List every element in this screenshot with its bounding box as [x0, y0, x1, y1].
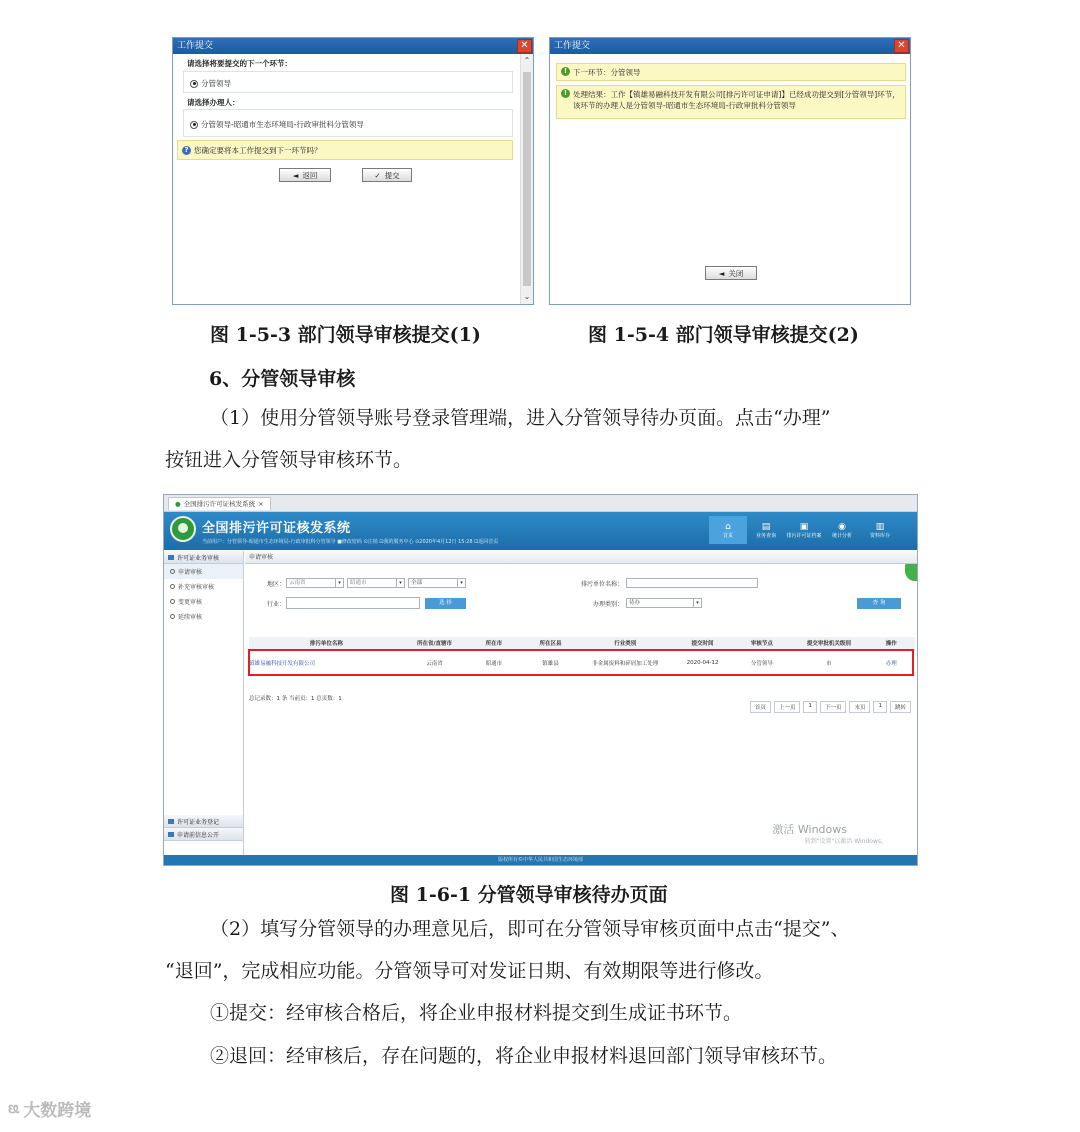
list-item: ②退回：经审核后，存在问题的，将企业申报材料退回部门领导审核环节。: [210, 1045, 838, 1067]
company-name-input[interactable]: [626, 578, 758, 588]
sidebar-item-label: 变更审核: [178, 599, 203, 606]
column-header: 操作: [867, 637, 915, 650]
vertical-scrollbar[interactable]: [520, 54, 533, 304]
scroll-up-icon[interactable]: ⌃: [523, 56, 531, 65]
column-header: 所在市: [465, 637, 522, 650]
info-icon: !: [561, 89, 570, 98]
column-header: 审核节点: [733, 637, 790, 650]
app-footer: 版权所有©中华人民共和国生态环境部: [164, 855, 917, 865]
dialog-title: 工作提交: [554, 41, 591, 51]
paragraph-line: “退回”，完成相应功能。分管领导可对发证日期、有效期限等进行修改。: [165, 960, 774, 982]
app-header: [164, 512, 917, 550]
sidebar-item-apply-review[interactable]: [164, 564, 243, 579]
site-watermark-text: 大数跨境: [23, 1101, 92, 1121]
submit-button[interactable]: [362, 168, 412, 182]
handler-label: 请选择办理人：: [187, 98, 240, 107]
search-button[interactable]: 查 询: [857, 598, 901, 609]
close-icon[interactable]: ✕: [517, 39, 532, 53]
windows-activation-hint: 转到"设置"以激活 Windows。: [804, 838, 887, 845]
question-icon: ?: [182, 146, 191, 155]
home-icon: ⌂: [725, 521, 731, 532]
sidebar-item-supplement-review[interactable]: [164, 579, 243, 594]
confirm-text: 您确定要将本工作提交到下一环节吗？: [194, 145, 322, 155]
folder-icon: [168, 819, 174, 824]
submit-dialog-2: [549, 37, 911, 305]
city-value: 昭通市: [350, 580, 367, 586]
folder-icon: [168, 555, 174, 560]
radio-selected-icon: [190, 80, 198, 88]
sidebar-bottom: [164, 815, 243, 841]
nav-stats[interactable]: [823, 516, 861, 544]
browser-tab-bar: [164, 495, 917, 512]
nav-label: 资料库存: [869, 532, 890, 539]
browser-tab[interactable]: [168, 497, 271, 510]
circle-icon: [170, 569, 175, 574]
sidebar-item-label: 补充审核审核: [178, 584, 215, 591]
circle-icon: [170, 584, 175, 589]
table-cell: 2020-04-12: [672, 650, 734, 675]
next-step-options: [183, 71, 513, 93]
circle-icon: [170, 614, 175, 619]
last-page-button[interactable]: 末页: [849, 701, 870, 713]
back-button[interactable]: [279, 168, 331, 182]
company-name-link[interactable]: 镇雄易融科技开发有限公司: [249, 650, 404, 675]
archive-icon: ▣: [799, 521, 809, 532]
check-icon: ✓: [374, 170, 381, 180]
province-value: 云南省: [289, 580, 306, 586]
table-cell: 云南省: [404, 650, 466, 675]
next-step-message: [556, 63, 906, 81]
sidebar-group-disclosure[interactable]: [164, 828, 243, 841]
nav-business-query[interactable]: [747, 516, 785, 544]
figure-caption: 图 1-6-1 分管领导审核待办页面: [390, 884, 668, 906]
app-screenshot: [163, 494, 918, 866]
logo-icon: [170, 516, 196, 542]
handler-options: [183, 109, 513, 137]
handler-radio[interactable]: [190, 119, 364, 130]
sidebar-group-title: 许可证业务登记: [177, 818, 220, 826]
nav-library[interactable]: [861, 516, 899, 544]
result-message: [556, 85, 906, 119]
dialog-title-bar: [173, 38, 533, 54]
city-select[interactable]: [347, 578, 405, 588]
sidebar-group-registration[interactable]: [164, 815, 243, 828]
circle-icon: [170, 599, 175, 604]
radio-selected-icon: [190, 121, 198, 129]
arrow-left-icon: ◄: [718, 268, 725, 278]
scroll-down-icon[interactable]: ⌄: [523, 292, 531, 301]
chevron-down-icon: ▾: [693, 599, 701, 607]
sidebar-item-label: 申请审核: [178, 569, 203, 576]
close-tab-icon[interactable]: ×: [258, 499, 264, 508]
chevron-down-icon: ▾: [396, 579, 404, 587]
main-content: [245, 551, 917, 855]
sidebar-item-label: 延续审核: [178, 614, 203, 621]
close-button-label: 关闭: [728, 268, 744, 278]
submit-dialog-1: [172, 37, 534, 305]
column-header: 所在省/直辖市: [404, 637, 466, 650]
sidebar-group-title: 申请前信息公开: [177, 831, 220, 839]
next-step-radio[interactable]: [190, 78, 231, 89]
page-icon: ●: [175, 499, 181, 508]
jump-button[interactable]: 跳转: [890, 701, 911, 713]
next-step-option-label: 分管领导: [201, 79, 231, 88]
company-label: 排污单位名称：: [581, 581, 624, 588]
page-jump-input[interactable]: 1: [873, 701, 887, 713]
result-text: 处理结果：工作【镇雄易融科技开发有限公司[排污许可证申请]】已经成功提交到[分管领导]环节，该环节的办理人是分管领导-昭通市生态环境局-行政审批科分管领导: [573, 90, 900, 110]
windows-activation-watermark: 激活 Windows: [772, 823, 847, 836]
user-info-line: 当前用户：分管领导-昭通市生态环境局-行政审批科分管领导 ■修改密码 ⊙注销 ⊡我的服务中心 ⊙2020年4月12日 15:28 ⊡返回首页: [202, 539, 499, 545]
page-number[interactable]: 1: [803, 701, 817, 713]
tab-label: 全国排污许可证核发系统: [183, 499, 256, 508]
nav-label: 业务查询: [755, 532, 776, 539]
dialog-body: [173, 54, 533, 304]
handler-option-label: 分管领导-昭通市生态环境局-行政审批科分管领导: [201, 120, 364, 129]
handle-type-value: 待办: [629, 600, 641, 606]
figure-caption: 图 1-5-4 部门领导审核提交(2): [588, 324, 859, 346]
app-title: 全国排污许可证核发系统: [202, 521, 351, 536]
submit-button-label: 提交: [384, 170, 400, 180]
scroll-thumb[interactable]: [523, 72, 531, 286]
industry-input[interactable]: [286, 597, 420, 609]
top-nav: [709, 516, 899, 544]
handle-type-select[interactable]: [626, 598, 702, 608]
next-step-label: 请选择将要提交的下一个环节：: [187, 59, 292, 68]
sidebar-group-title: 许可证业务审核: [177, 554, 220, 562]
breadcrumb: 申请审核: [245, 551, 917, 564]
highlight-box: [248, 649, 914, 676]
close-icon[interactable]: ✕: [894, 39, 909, 53]
sidebar-group-header[interactable]: [164, 551, 243, 564]
next-page-button[interactable]: 下一页: [820, 701, 847, 713]
table-cell: 分管领导: [733, 650, 790, 675]
pagination: [750, 701, 911, 713]
nav-home[interactable]: [709, 516, 747, 544]
back-button-label: 返回: [302, 170, 318, 180]
info-icon: !: [561, 67, 570, 76]
paragraph-line: （2）填写分管领导的办理意见后，即可在分管领导审核页面中点击“提交”、: [210, 918, 850, 940]
figure-caption: 图 1-5-3 部门领导审核提交(1): [210, 324, 481, 346]
table-cell: 昭通市: [465, 650, 522, 675]
paragraph-line: （1）使用分管领导账号登录管理端，进入分管领导待办页面。点击“办理”: [210, 407, 831, 429]
list-item: ①提交：经审核合格后，将企业申报材料提交到生成证书环节。: [210, 1002, 743, 1024]
sidebar: [164, 551, 244, 855]
site-watermark: [8, 1096, 91, 1121]
region-label: 地区：: [267, 581, 286, 588]
county-select[interactable]: [408, 578, 466, 588]
arrow-left-icon: ◄: [292, 170, 299, 180]
stats-icon: ◉: [838, 521, 846, 532]
nav-label: 首页: [722, 532, 733, 539]
nav-label: 排污许可证档案: [786, 532, 822, 539]
dialog-body: [550, 54, 910, 304]
dialog-title: 工作提交: [177, 41, 214, 51]
column-header: 所在区县: [522, 637, 579, 650]
nav-label: 统计分析: [831, 532, 852, 539]
province-select[interactable]: [286, 578, 344, 588]
column-header: 提交时间: [672, 637, 734, 650]
industry-label: 行业：: [267, 601, 286, 608]
handle-link[interactable]: 办理: [867, 650, 915, 675]
chevron-down-icon: ▾: [335, 579, 343, 587]
first-page-button[interactable]: 首页: [750, 701, 771, 713]
section-heading: 6、分管领导审核: [209, 368, 356, 390]
close-button[interactable]: [705, 266, 757, 280]
dialog-title-bar: [550, 38, 910, 54]
table-cell: 非金属废料和碎屑加工处理: [579, 650, 672, 675]
folder-icon: [168, 832, 174, 837]
prev-page-button[interactable]: 上一页: [774, 701, 801, 713]
select-button[interactable]: 选 择: [425, 598, 466, 609]
county-value: 全部: [411, 580, 423, 586]
search-doc-icon: ▤: [761, 521, 771, 532]
handle-type-label: 办理类别：: [593, 601, 624, 608]
column-header: 提交审批机关级别: [790, 637, 867, 650]
paragraph-line: 按钮进入分管领导审核环节。: [165, 449, 413, 471]
confirm-message: [177, 140, 513, 160]
record-summary: 总记录数：1 条 当前页：1 总页数：1: [249, 696, 342, 702]
brand-logo-icon: ᦕ: [8, 1098, 20, 1118]
next-step-text: 下一环节：分管领导: [573, 68, 641, 77]
table-cell: 镇雄县: [522, 650, 579, 675]
chevron-down-icon: ▾: [457, 579, 465, 587]
table-cell: 市: [790, 650, 867, 675]
column-header: 行业类别: [579, 637, 672, 650]
nav-archive[interactable]: [785, 516, 823, 544]
column-header: 排污单位名称: [249, 637, 404, 650]
chart-icon: ▥: [875, 521, 885, 532]
sidebar-item-renew-review[interactable]: [164, 609, 243, 624]
sidebar-item-change-review[interactable]: [164, 594, 243, 609]
